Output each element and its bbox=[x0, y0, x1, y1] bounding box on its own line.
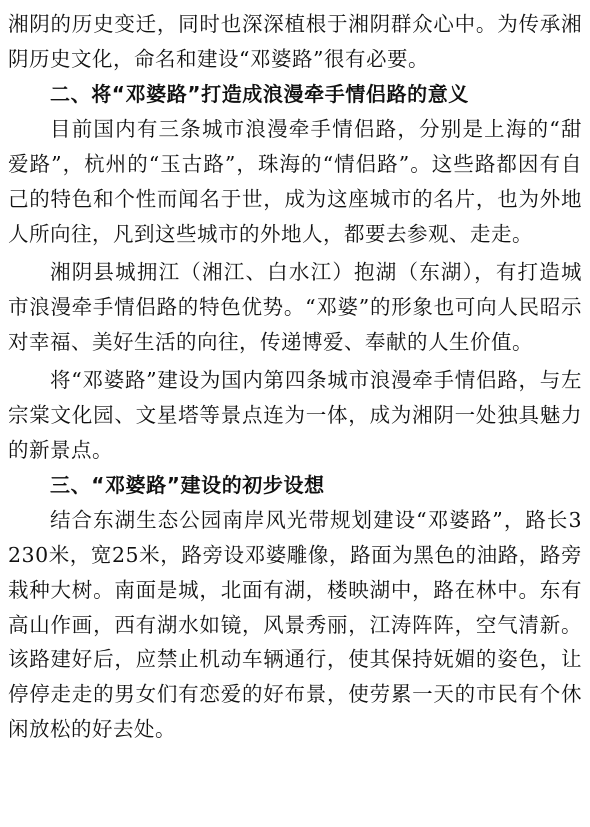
paragraph-2-2: 湘阴县城拥江（湘江、白水江）抱湖（东湖），有打造城市浪漫牵手情侣路的特色优势。“邓婆”的形象也可向人民昭示对幸福、美好生活的向往，传递博爱、奉献的人生价值。 bbox=[8, 260, 582, 354]
paragraph-2-1: 目前国内有三条城市浪漫牵手情侣路，分别是上海的“甜爱路”，杭州的“玉古路”，珠海的“情侣路”。这些路都因有自己的特色和个性而闻名于世，成为这座城市的名片，也为外地人所向往，凡到这些城市的外地人，都要去参观、走走。 bbox=[8, 117, 582, 246]
intro-paragraph: 湘阴的历史变迁，同时也深深植根于湘阴群众心中。为传承湘阴历史文化，命名和建设“邓婆路”很有必要。 bbox=[8, 12, 582, 71]
section-heading-3: 三、“邓婆路”建设的初步设想 bbox=[50, 473, 325, 498]
section-heading-2: 二、将“邓婆路”打造成浪漫牵手情侣路的意义 bbox=[50, 82, 469, 107]
paragraph-3-1: 结合东湖生态公园南岸风光带规划建设“邓婆路”，路长3230米，宽25米，路旁设邓婆雕像，路面为黑色的油路，路旁栽种大树。南面是城，北面有湖，楼映湖中，路在林中。东有高山作画，西有湖水如镜，风景秀丽，江涛阵阵，空气清新。该路建好后，应禁止机动车辆通行，使其保持妩媚的姿色，让停停走走的男女们有恋爱的好布景，使劳累一天的市民有个休闲放松的好去处。 bbox=[8, 508, 582, 741]
paragraph-2-3: 将“邓婆路”建设为国内第四条城市浪漫牵手情侣路，与左宗棠文化园、文星塔等景点连为一体，成为湘阴一处独具魅力的新景点。 bbox=[8, 368, 582, 462]
